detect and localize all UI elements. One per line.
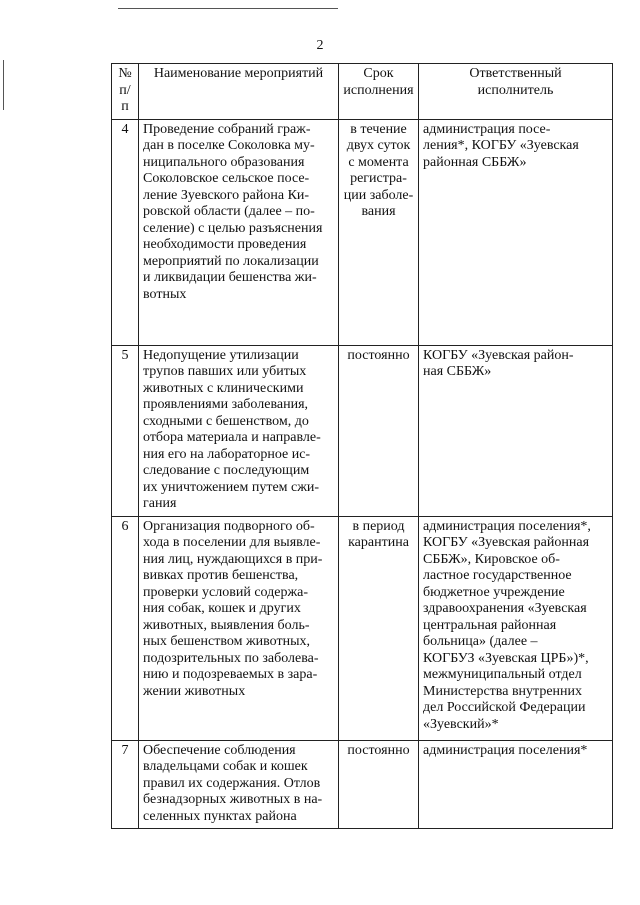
row-number: 5 xyxy=(112,345,139,516)
measures-table xyxy=(111,63,613,829)
measure-term: постоянно xyxy=(339,740,419,829)
measure-name: Обеспечение соблюдения владельцами собак и кошек правил их содержания. Отлов безнадзорных животных в на- селенных пунктах района xyxy=(139,740,339,829)
measure-term: постоянно xyxy=(339,345,419,516)
measure-executor: КОГБУ «Зуевская район- ная СББЖ» xyxy=(419,345,613,516)
row-number: 7 xyxy=(112,740,139,829)
measure-term: в период карантина xyxy=(339,516,419,740)
measure-term: в течение двух суток с момента регистра- ции заболе- вания xyxy=(339,119,419,345)
table-header-row xyxy=(112,64,613,120)
measure-name: Организация подворного об- хода в поселении для выявле- ния лиц, нуждающихся в при- вивках против бешенства, проверки условий содержа- ния собак, кошек и других животных, выявления боль- ных бешенством животных, подозрительных по заболева- нию и подозреваемых в зара- жении животных xyxy=(139,516,339,740)
header-term: Срок исполнения xyxy=(339,64,419,120)
measure-name: Недопущение утилизации трупов павших или убитых животных с клиническими проявлениями заболевания, сходными с бешенством, до отбора материала и направле- ния его на лабораторное ис- следование с последующим их уничтожением путем сжи- гания xyxy=(139,345,339,516)
row-number: 4 xyxy=(112,119,139,345)
measure-executor: администрация поселения* xyxy=(419,740,613,829)
header-num: № п/п xyxy=(112,64,139,120)
table-row xyxy=(112,345,613,516)
header-name: Наименование мероприятий xyxy=(139,64,339,120)
row-number: 6 xyxy=(112,516,139,740)
measure-name: Проведение собраний граж- дан в поселке Соколовка му- ниципального образования Соколовское сельское посе- ление Зуевского района Ки- ровской области (далее – по- селение) с целью разъяснения необходимости проведения мероприятий по локализации и ликвидации бешенства жи- вотных xyxy=(139,119,339,345)
table-row xyxy=(112,740,613,829)
table-row xyxy=(112,516,613,740)
measure-executor: администрация посе- ления*, КОГБУ «Зуевская районная СББЖ» xyxy=(419,119,613,345)
scan-artifact-top xyxy=(118,8,338,9)
scan-artifact-left xyxy=(3,60,4,110)
measure-executor: администрация поселения*, КОГБУ «Зуевская районная СББЖ», Кировское об- ластное государственное бюджетное учреждение здравоохранения «Зуевская центральная районная больница» (далее – КОГБУЗ «Зуевская ЦРБ»)*, межмуниципальный отдел Министерства внутренних дел Российской Федерации «Зуевский»* xyxy=(419,516,613,740)
table-row xyxy=(112,119,613,345)
header-executor: Ответственный исполнитель xyxy=(419,64,613,120)
page-number: 2 xyxy=(316,38,324,53)
